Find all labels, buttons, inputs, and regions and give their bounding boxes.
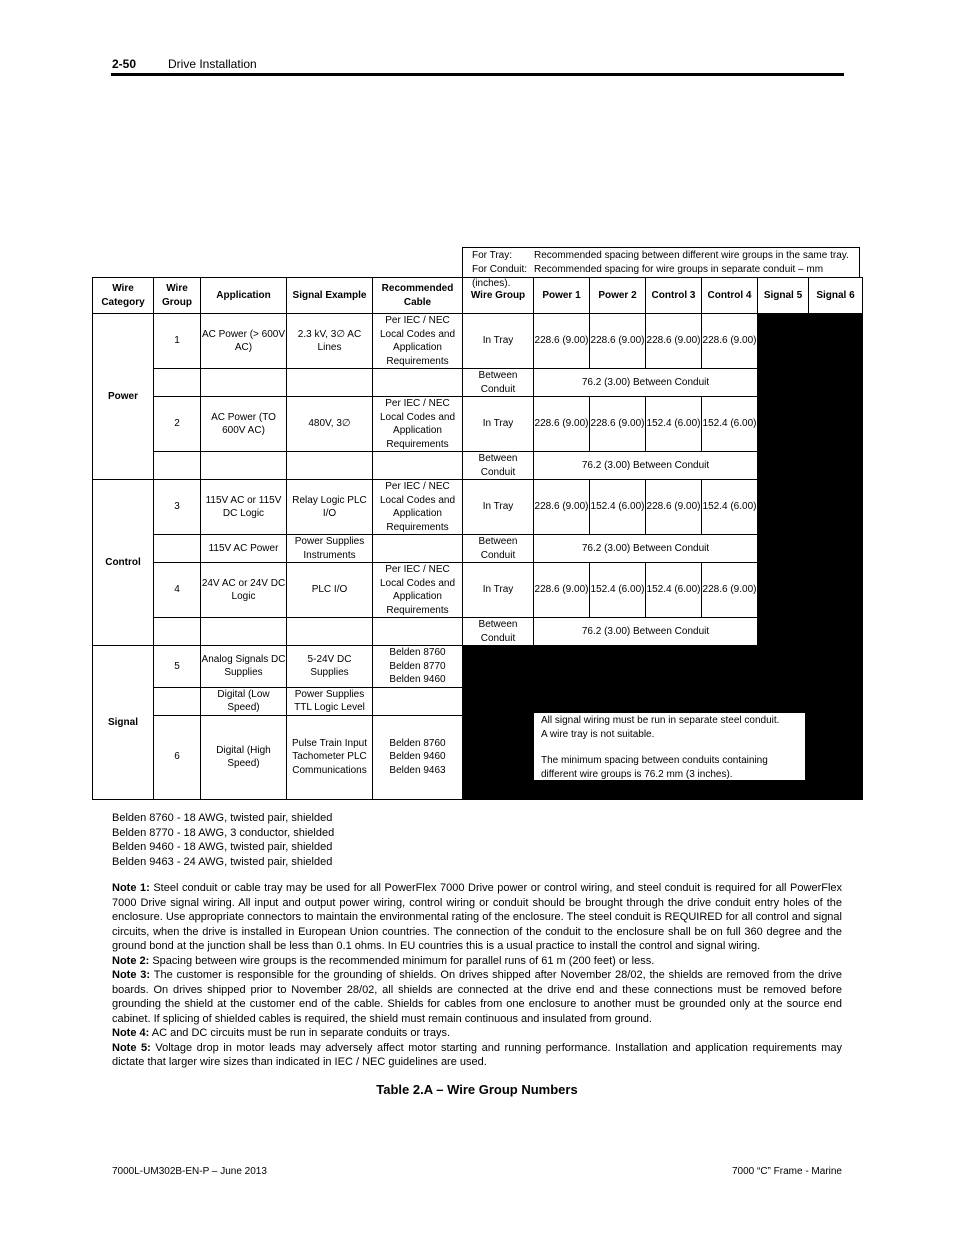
cable-cell: Per IEC / NEC Local Codes and Application Requirements (373, 480, 463, 535)
spacing-cell: 228.6 (9.00) (646, 314, 702, 369)
header-control-4: Control 4 (702, 278, 758, 314)
note-1 (112, 881, 842, 954)
empty-cell (154, 369, 201, 397)
signal-wiring-note (534, 713, 805, 780)
signal-note-line: A wire tray is not suitable. (541, 728, 655, 740)
signal-example-cell: Power Supplies TTL Logic Level (287, 687, 373, 715)
table-row (93, 452, 863, 480)
list-item: Belden 8760 - 18 AWG, twisted pair, shielded (112, 812, 333, 824)
signal-note-line: The minimum spacing between conduits containing different wire groups is 76.2 mm (3 inches). (541, 755, 768, 780)
header-power-2: Power 2 (590, 278, 646, 314)
empty-cell (201, 618, 287, 646)
footer-publication: 7000L-UM302B-EN-P – June 2013 (112, 1166, 267, 1177)
spacing-legend (462, 247, 860, 289)
header-wire-group: Wire Group (154, 278, 201, 314)
header-rule (111, 73, 844, 76)
table-row (93, 480, 863, 535)
category-signal: Signal (93, 646, 154, 800)
note-text: AC and DC circuits must be run in separate conduits or trays. (151, 1027, 451, 1039)
spacing-cell: 152.4 (6.00) (646, 397, 702, 452)
in-tray-cell: In Tray (463, 314, 534, 369)
in-tray-cell: In Tray (463, 397, 534, 452)
table-row (93, 618, 863, 646)
table-row (93, 563, 863, 618)
empty-cell (287, 618, 373, 646)
spacing-cell: 228.6 (9.00) (590, 314, 646, 369)
table-row (93, 646, 863, 688)
between-conduit-cell: Between Conduit (463, 618, 534, 646)
spacing-cell: 228.6 (9.00) (534, 480, 590, 535)
note-label: Note 2: (112, 954, 150, 967)
group-number: 2 (154, 397, 201, 452)
empty-cell (154, 687, 201, 715)
legend-conduit-key: For Conduit: (472, 264, 528, 275)
group-number: 1 (154, 314, 201, 369)
blocked-cell (758, 314, 809, 369)
belden-cable-list (112, 811, 334, 869)
note-5 (112, 1041, 842, 1070)
blocked-cell (809, 314, 863, 369)
blocked-cell (758, 480, 863, 646)
list-item: Belden 9463 - 24 AWG, twisted pair, shielded (112, 855, 333, 868)
empty-cell (154, 452, 201, 480)
note-text: Steel conduit or cable tray may be used for all PowerFlex 7000 Drive power or control wiring, and steel conduit is required for all PowerFlex 7000 Drive signal wiring. All input and output power wiring, control wiring or conduit should be brought through the drive conduit entry holes of the enclosure. Use appropriate connectors to maintain the environmental rating of the enclosure. The steel conduit is REQUIRED for all control and signal circuits, when the drive is installed in European Union countries. The connection of the conduit to the enclosure shall be on full 360 degree and the ground bond at the junction shall be less than 0.1 ohms. In EU countries this is a usual practice to install the control and signal wiring. (112, 882, 843, 952)
application-cell: 115V AC or 115V DC Logic (201, 480, 287, 535)
legend-tray-text: Recommended spacing between different wire groups in the same tray. (534, 250, 849, 261)
notes-section (112, 881, 842, 1070)
conduit-spacing-cell: 76.2 (3.00) Between Conduit (534, 618, 758, 646)
cable-cell: Per IEC / NEC Local Codes and Application Requirements (373, 397, 463, 452)
note-2 (112, 954, 842, 969)
application-cell: Analog Signals DC Supplies (201, 646, 287, 688)
table-row (93, 314, 863, 369)
group-number: 4 (154, 563, 201, 618)
application-cell: Digital (Low Speed) (201, 687, 287, 715)
category-power: Power (93, 314, 154, 480)
cable-cell: Per IEC / NEC Local Codes and Application Requirements (373, 314, 463, 369)
table-row (93, 369, 863, 397)
header-application: Application (201, 278, 287, 314)
in-tray-cell: In Tray (463, 480, 534, 535)
note-text: Spacing between wire groups is the recommended minimum for parallel runs of 61 m (200 feet) or less. (152, 954, 655, 967)
spacing-cell: 228.6 (9.00) (646, 480, 702, 535)
empty-cell (373, 452, 463, 480)
header-signal-6: Signal 6 (809, 278, 863, 314)
in-tray-cell: In Tray (463, 563, 534, 618)
between-conduit-cell: Between Conduit (463, 452, 534, 480)
note-text: Voltage drop in motor leads may adversely affect motor starting and running performance. Installation and application requirements may dictate that larger wire sizes than indicated in IEC / NEC guidelines are used. (112, 1041, 842, 1068)
legend-tray-key: For Tray: (472, 250, 513, 261)
blocked-cell (758, 369, 809, 397)
header-control-3: Control 3 (646, 278, 702, 314)
spacing-cell: 228.6 (9.00) (534, 314, 590, 369)
empty-cell (373, 687, 463, 715)
empty-cell (201, 369, 287, 397)
signal-example-cell: PLC I/O (287, 563, 373, 618)
conduit-spacing-cell: 76.2 (3.00) Between Conduit (534, 369, 758, 397)
header-wire-group-spacing: Wire Group (463, 278, 534, 314)
signal-example-cell: Power Supplies Instruments (287, 535, 373, 563)
spacing-cell: 152.4 (6.00) (590, 563, 646, 618)
blocked-cell (809, 369, 863, 397)
header-recommended-cable: Recommended Cable (373, 278, 463, 314)
cable-cell: Belden 8760 Belden 8770 Belden 9460 (373, 646, 463, 688)
between-conduit-cell: Between Conduit (463, 369, 534, 397)
header-power-1: Power 1 (534, 278, 590, 314)
spacing-cell: 152.4 (6.00) (702, 480, 758, 535)
note-3 (112, 968, 842, 1026)
note-text: The customer is responsible for the grounding of shields. On drives shipped after November 28/02, the shields are removed from the drive boards. On drives shipped prior to November 28/02, all shields are connected at the drive end and these connections must be removed before grounding the shield at the customer end of the cable. Shields for cables from one enclosure to another must be grounded only at the source end cabinet. If splicing of shielded cables is required, the shield must remain continuous and insulated from ground. (112, 969, 843, 1025)
conduit-spacing-cell: 76.2 (3.00) Between Conduit (534, 452, 758, 480)
signal-example-cell: 2.3 kV, 3∅ AC Lines (287, 314, 373, 369)
footer-product: 7000 “C” Frame - Marine (731, 1166, 842, 1177)
note-label: Note 3: (112, 969, 151, 981)
empty-cell (373, 535, 463, 563)
table-caption (0, 1082, 954, 1097)
conduit-spacing-cell: 76.2 (3.00) Between Conduit (534, 535, 758, 563)
section-title: Drive Installation (168, 57, 257, 71)
empty-cell (287, 452, 373, 480)
spacing-cell: 152.4 (6.00) (590, 480, 646, 535)
cable-cell: Per IEC / NEC Local Codes and Application Requirements (373, 563, 463, 618)
empty-cell (154, 618, 201, 646)
table-header-row (93, 278, 863, 314)
application-cell: AC Power (> 600V AC) (201, 314, 287, 369)
spacing-cell: 228.6 (9.00) (702, 314, 758, 369)
signal-example-cell: Relay Logic PLC I/O (287, 480, 373, 535)
application-cell: Digital (High Speed) (201, 715, 287, 799)
list-item: Belden 9460 - 18 AWG, twisted pair, shielded (112, 841, 333, 853)
legend-conduit-text: Recommended spacing for wire groups in separate conduit – mm (inches). (472, 264, 824, 289)
table-row (93, 535, 863, 563)
application-cell: 115V AC Power (201, 535, 287, 563)
signal-example-cell: Pulse Train Input Tachometer PLC Communications (287, 715, 373, 799)
between-conduit-cell: Between Conduit (463, 535, 534, 563)
spacing-cell: 228.6 (9.00) (702, 563, 758, 618)
group-number: 5 (154, 646, 201, 688)
blocked-cell (758, 397, 863, 480)
group-number: 3 (154, 480, 201, 535)
note-label: Note 1: (112, 882, 150, 894)
spacing-cell: 152.4 (6.00) (646, 563, 702, 618)
application-cell: AC Power (TO 600V AC) (201, 397, 287, 452)
page-number: 2-50 (112, 57, 137, 71)
note-4 (112, 1026, 842, 1041)
category-control: Control (93, 480, 154, 646)
signal-note-line: All signal wiring must be run in separate steel conduit. (541, 715, 780, 726)
list-item: Belden 8770 - 18 AWG, 3 conductor, shielded (112, 826, 335, 839)
empty-cell (373, 369, 463, 397)
header-signal-5: Signal 5 (758, 278, 809, 314)
spacing-cell: 228.6 (9.00) (534, 563, 590, 618)
group-number: 6 (154, 715, 201, 799)
note-label: Note 4: (112, 1027, 150, 1039)
empty-cell (287, 369, 373, 397)
spacing-cell: 228.6 (9.00) (534, 397, 590, 452)
spacing-cell: 228.6 (9.00) (590, 397, 646, 452)
note-label: Note 5: (112, 1041, 151, 1054)
application-cell: 24V AC or 24V DC Logic (201, 563, 287, 618)
header-wire-category: Wire Category (93, 278, 154, 314)
empty-cell (373, 618, 463, 646)
signal-example-cell: 480V, 3∅ (287, 397, 373, 452)
signal-example-cell: 5-24V DC Supplies (287, 646, 373, 688)
header-signal-example: Signal Example (287, 278, 373, 314)
empty-cell (201, 452, 287, 480)
empty-cell (154, 535, 201, 563)
table-row (93, 397, 863, 452)
cable-cell: Belden 8760 Belden 9460 Belden 9463 (373, 715, 463, 799)
spacing-cell: 152.4 (6.00) (702, 397, 758, 452)
caption-text: Table 2.A – Wire Group Numbers (376, 1082, 578, 1097)
